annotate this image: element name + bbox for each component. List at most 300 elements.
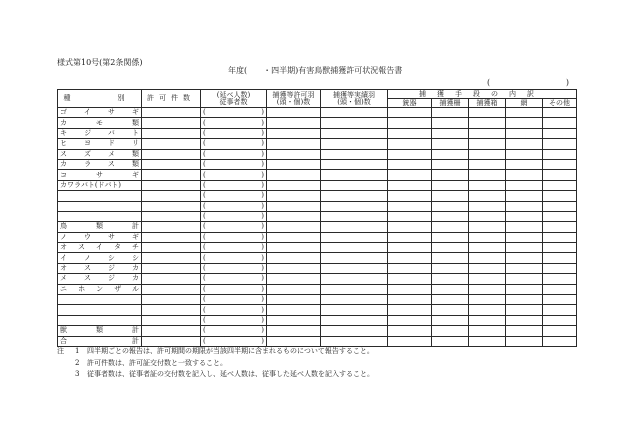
paren-close: )	[261, 201, 264, 210]
paren-close: )	[261, 108, 264, 117]
data-cell[interactable]	[506, 191, 543, 201]
data-cell[interactable]	[506, 159, 543, 169]
data-cell[interactable]	[506, 284, 543, 294]
data-cell[interactable]	[432, 295, 469, 305]
data-cell[interactable]	[432, 191, 469, 201]
workers-cell[interactable]	[201, 149, 267, 159]
data-cell[interactable]	[469, 149, 506, 159]
paren-open: (	[203, 170, 206, 179]
data-cell[interactable]	[543, 336, 577, 346]
data-cell[interactable]	[432, 108, 469, 118]
workers-cell[interactable]	[201, 336, 267, 346]
data-cell[interactable]	[432, 201, 469, 211]
data-cell[interactable]	[388, 274, 432, 284]
workers-cell[interactable]	[201, 284, 267, 294]
note-item	[57, 369, 374, 381]
data-cell[interactable]	[267, 326, 321, 336]
header-workers-line2: 従事者数	[219, 97, 248, 106]
data-cell[interactable]	[267, 243, 321, 253]
data-cell[interactable]	[469, 315, 506, 325]
data-cell[interactable]	[388, 149, 432, 159]
paren-open: (	[203, 295, 206, 304]
data-cell[interactable]	[469, 108, 506, 118]
data-cell[interactable]	[432, 159, 469, 169]
table-row	[58, 149, 577, 159]
data-cell[interactable]	[321, 315, 388, 325]
data-cell[interactable]	[506, 243, 543, 253]
paren-pair	[201, 244, 266, 251]
data-cell[interactable]	[506, 263, 543, 273]
data-cell[interactable]	[469, 201, 506, 211]
data-cell[interactable]	[267, 180, 321, 190]
data-cell[interactable]	[142, 315, 201, 325]
paren-pair	[201, 109, 266, 116]
workers-cell[interactable]	[201, 315, 267, 325]
data-cell[interactable]	[543, 191, 577, 201]
data-cell[interactable]	[321, 232, 388, 242]
row-label: 鳥類計	[58, 222, 142, 232]
data-cell[interactable]	[142, 274, 201, 284]
data-cell[interactable]	[267, 222, 321, 232]
workers-cell[interactable]	[201, 139, 267, 149]
data-cell[interactable]	[469, 180, 506, 190]
data-cell[interactable]	[543, 305, 577, 315]
data-cell[interactable]	[321, 159, 388, 169]
row-label: カワラバト(ドバト)	[58, 180, 142, 190]
data-cell[interactable]	[388, 243, 432, 253]
row-label: コサギ	[58, 170, 142, 180]
data-cell[interactable]	[469, 159, 506, 169]
data-cell[interactable]	[469, 243, 506, 253]
data-cell[interactable]	[321, 211, 388, 221]
data-cell[interactable]	[432, 139, 469, 149]
data-cell[interactable]	[388, 326, 432, 336]
paren-close: )	[261, 222, 264, 231]
data-cell[interactable]	[267, 201, 321, 211]
paren-close: )	[261, 284, 264, 293]
paren-close: )	[565, 78, 569, 87]
workers-cell[interactable]	[201, 191, 267, 201]
paren-open: (	[203, 336, 206, 345]
data-cell[interactable]	[321, 118, 388, 128]
paren-pair	[201, 120, 266, 127]
paren-close: )	[261, 118, 264, 127]
table-row	[58, 243, 577, 253]
data-cell[interactable]	[142, 180, 201, 190]
workers-cell[interactable]	[201, 326, 267, 336]
data-cell[interactable]	[543, 128, 577, 138]
data-cell[interactable]	[543, 159, 577, 169]
row-label: メスジカ	[58, 274, 142, 284]
data-cell[interactable]	[469, 263, 506, 273]
workers-cell[interactable]	[201, 232, 267, 242]
data-cell[interactable]	[506, 305, 543, 315]
data-cell[interactable]	[469, 253, 506, 263]
data-cell[interactable]	[469, 295, 506, 305]
data-cell[interactable]	[142, 149, 201, 159]
data-cell[interactable]	[321, 243, 388, 253]
submitter-paren-box	[487, 78, 569, 87]
data-cell[interactable]	[506, 336, 543, 346]
paren-open: (	[203, 274, 206, 283]
data-cell[interactable]	[321, 201, 388, 211]
note-number: 2	[75, 358, 80, 367]
data-cell[interactable]	[506, 201, 543, 211]
paren-pair	[201, 130, 266, 137]
data-cell[interactable]	[267, 315, 321, 325]
data-cell[interactable]	[506, 326, 543, 336]
paren-close: )	[261, 170, 264, 179]
row-label: キジバト	[58, 128, 142, 138]
data-cell[interactable]	[142, 222, 201, 232]
data-cell[interactable]	[469, 170, 506, 180]
data-cell[interactable]	[506, 232, 543, 242]
row-label: カモ類	[58, 118, 142, 128]
data-cell[interactable]	[388, 295, 432, 305]
data-cell[interactable]	[267, 274, 321, 284]
data-cell[interactable]	[543, 315, 577, 325]
workers-cell[interactable]	[201, 108, 267, 118]
data-cell[interactable]	[469, 191, 506, 201]
data-cell[interactable]	[267, 159, 321, 169]
note-number: 3	[75, 370, 80, 378]
workers-cell[interactable]	[201, 222, 267, 232]
data-cell[interactable]	[432, 263, 469, 273]
data-cell[interactable]	[388, 222, 432, 232]
paren-open: (	[203, 128, 206, 137]
data-cell[interactable]	[469, 211, 506, 221]
paren-pair	[201, 234, 266, 241]
data-cell[interactable]	[388, 180, 432, 190]
paren-close: )	[261, 326, 264, 335]
data-cell[interactable]	[388, 118, 432, 128]
row-label: オスジカ	[58, 263, 142, 273]
data-cell[interactable]	[432, 180, 469, 190]
data-cell[interactable]	[506, 211, 543, 221]
data-cell[interactable]	[267, 211, 321, 221]
workers-cell[interactable]	[201, 118, 267, 128]
data-cell[interactable]	[506, 118, 543, 128]
data-cell[interactable]	[432, 284, 469, 294]
data-cell[interactable]	[543, 180, 577, 190]
notes	[57, 346, 374, 381]
table-row	[58, 211, 577, 221]
data-cell[interactable]	[142, 211, 201, 221]
data-cell[interactable]	[267, 191, 321, 201]
data-cell[interactable]	[142, 253, 201, 263]
table-row	[58, 336, 577, 346]
data-cell[interactable]	[388, 191, 432, 201]
data-cell[interactable]	[543, 170, 577, 180]
workers-cell[interactable]	[201, 128, 267, 138]
table-row	[58, 170, 577, 180]
paren-open: (	[203, 284, 206, 293]
row-label	[58, 295, 142, 305]
data-cell[interactable]	[388, 139, 432, 149]
data-cell[interactable]	[267, 118, 321, 128]
data-cell[interactable]	[321, 274, 388, 284]
data-cell[interactable]	[543, 284, 577, 294]
note-item	[57, 346, 374, 358]
data-cell[interactable]	[321, 222, 388, 232]
data-cell[interactable]	[321, 326, 388, 336]
data-cell[interactable]	[506, 108, 543, 118]
data-cell[interactable]	[388, 263, 432, 273]
data-cell[interactable]	[432, 326, 469, 336]
paren-pair	[201, 307, 266, 314]
paren-close: )	[261, 180, 264, 189]
data-cell[interactable]	[469, 305, 506, 315]
data-cell[interactable]	[469, 284, 506, 294]
data-cell[interactable]	[388, 315, 432, 325]
data-cell[interactable]	[321, 305, 388, 315]
data-cell[interactable]	[267, 139, 321, 149]
data-cell[interactable]	[432, 315, 469, 325]
table-row	[58, 315, 577, 325]
note-number: 1	[75, 347, 80, 355]
row-label: オスイタチ	[58, 243, 142, 253]
data-cell[interactable]	[388, 305, 432, 315]
data-cell[interactable]	[321, 253, 388, 263]
data-cell[interactable]	[432, 222, 469, 232]
data-cell[interactable]	[543, 222, 577, 232]
paren-open: (	[203, 232, 206, 241]
data-cell[interactable]	[142, 118, 201, 128]
row-label	[58, 191, 142, 201]
data-cell[interactable]	[543, 326, 577, 336]
data-cell[interactable]	[543, 149, 577, 159]
workers-cell[interactable]	[201, 274, 267, 284]
data-cell[interactable]	[543, 139, 577, 149]
data-cell[interactable]	[432, 253, 469, 263]
paren-close: )	[261, 149, 264, 158]
row-label: ゴイサギ	[58, 108, 142, 118]
paren-pair	[201, 213, 266, 220]
data-cell[interactable]	[321, 191, 388, 201]
workers-cell[interactable]	[201, 180, 267, 190]
table-row	[58, 274, 577, 284]
workers-cell[interactable]	[201, 159, 267, 169]
data-cell[interactable]	[142, 159, 201, 169]
data-cell[interactable]	[543, 108, 577, 118]
paren-pair	[201, 286, 266, 293]
paren-close: )	[261, 253, 264, 262]
data-cell[interactable]	[388, 211, 432, 221]
data-cell[interactable]	[142, 263, 201, 273]
data-cell[interactable]	[321, 336, 388, 346]
data-cell[interactable]	[432, 243, 469, 253]
data-cell[interactable]	[506, 295, 543, 305]
data-cell[interactable]	[388, 170, 432, 180]
paren-pair	[201, 151, 266, 158]
data-cell[interactable]	[388, 159, 432, 169]
data-cell[interactable]	[388, 128, 432, 138]
row-label: ニホンザル	[58, 284, 142, 294]
data-cell[interactable]	[267, 263, 321, 273]
data-cell[interactable]	[432, 232, 469, 242]
header-capture-permitted	[267, 90, 321, 108]
header-capture-actual-line2: (頭・個)数	[337, 97, 371, 106]
paren-close: )	[261, 232, 264, 241]
data-cell[interactable]	[506, 253, 543, 263]
header-workers-line1: (延べ人数)	[216, 90, 251, 99]
data-cell[interactable]	[267, 305, 321, 315]
header-permits: 許可件数	[142, 90, 201, 108]
data-cell[interactable]	[543, 253, 577, 263]
note-text: 許可件数は、許可証交付数と一致すること。	[87, 358, 227, 367]
data-cell[interactable]	[432, 128, 469, 138]
data-cell[interactable]	[142, 295, 201, 305]
paren-open: (	[203, 201, 206, 210]
data-cell[interactable]	[543, 118, 577, 128]
data-cell[interactable]	[142, 139, 201, 149]
data-cell[interactable]	[432, 118, 469, 128]
workers-cell[interactable]	[201, 170, 267, 180]
paren-pair	[201, 327, 266, 334]
table-row	[58, 232, 577, 242]
data-cell[interactable]	[469, 326, 506, 336]
paren-open: (	[203, 305, 206, 314]
header-capture-permitted-line1: 捕獲等許可羽	[272, 90, 315, 99]
data-cell[interactable]	[432, 274, 469, 284]
data-cell[interactable]	[142, 336, 201, 346]
table-row	[58, 284, 577, 294]
workers-cell[interactable]	[201, 243, 267, 253]
header-method-col: 捕獲柵	[432, 99, 469, 108]
data-cell[interactable]	[267, 336, 321, 346]
data-cell[interactable]	[142, 170, 201, 180]
data-cell[interactable]	[506, 222, 543, 232]
header-method-col: 捕獲箱	[469, 99, 506, 108]
workers-cell[interactable]	[201, 305, 267, 315]
data-cell[interactable]	[142, 284, 201, 294]
workers-cell[interactable]	[201, 211, 267, 221]
data-cell[interactable]	[506, 274, 543, 284]
data-cell[interactable]	[142, 191, 201, 201]
workers-cell[interactable]	[201, 295, 267, 305]
row-label: 獣類計	[58, 326, 142, 336]
data-cell[interactable]	[142, 201, 201, 211]
workers-cell[interactable]	[201, 253, 267, 263]
data-cell[interactable]	[543, 232, 577, 242]
header-capture-actual-line1: 捕獲等実績羽	[333, 90, 375, 99]
row-label: ヒヨドリ	[58, 139, 142, 149]
paren-open: (	[203, 212, 206, 221]
data-cell[interactable]	[321, 149, 388, 159]
data-cell[interactable]	[432, 305, 469, 315]
data-cell[interactable]	[543, 263, 577, 273]
row-label: イノシシ	[58, 253, 142, 263]
data-cell[interactable]	[506, 315, 543, 325]
data-cell[interactable]	[267, 232, 321, 242]
data-cell[interactable]	[321, 139, 388, 149]
paren-close: )	[261, 316, 264, 324]
paren-close: )	[261, 305, 264, 314]
paren-open: (	[203, 222, 206, 231]
workers-cell[interactable]	[201, 263, 267, 273]
data-cell[interactable]	[432, 211, 469, 221]
data-cell[interactable]	[142, 243, 201, 253]
data-cell[interactable]	[543, 274, 577, 284]
data-cell[interactable]	[432, 336, 469, 346]
data-cell[interactable]	[543, 295, 577, 305]
data-cell[interactable]	[506, 170, 543, 180]
data-cell[interactable]	[321, 128, 388, 138]
data-cell[interactable]	[543, 243, 577, 253]
data-cell[interactable]	[469, 336, 506, 346]
data-cell[interactable]	[388, 201, 432, 211]
paren-close: )	[261, 274, 264, 283]
data-cell[interactable]	[469, 139, 506, 149]
paren-close: )	[261, 295, 264, 304]
data-cell[interactable]	[388, 232, 432, 242]
data-cell[interactable]	[267, 170, 321, 180]
data-cell[interactable]	[432, 149, 469, 159]
data-cell[interactable]	[267, 128, 321, 138]
data-cell[interactable]	[388, 108, 432, 118]
table-row	[58, 180, 577, 190]
data-cell[interactable]	[388, 253, 432, 263]
data-cell[interactable]	[543, 211, 577, 221]
data-cell[interactable]	[267, 108, 321, 118]
data-cell[interactable]	[321, 295, 388, 305]
row-label: カラス類	[58, 159, 142, 169]
data-cell[interactable]	[506, 180, 543, 190]
notes-head: 注	[57, 347, 64, 355]
data-cell[interactable]	[506, 149, 543, 159]
data-cell[interactable]	[267, 295, 321, 305]
data-cell[interactable]	[543, 201, 577, 211]
data-cell[interactable]	[432, 170, 469, 180]
data-cell[interactable]	[469, 274, 506, 284]
paren-pair	[201, 203, 266, 210]
paren-close: )	[261, 212, 264, 221]
data-cell[interactable]	[321, 284, 388, 294]
row-label	[58, 211, 142, 221]
paren-open: (	[203, 316, 206, 324]
table-row	[58, 108, 577, 118]
data-cell[interactable]	[321, 170, 388, 180]
data-cell[interactable]	[267, 149, 321, 159]
data-cell[interactable]	[469, 128, 506, 138]
data-cell[interactable]	[142, 128, 201, 138]
data-cell[interactable]	[142, 108, 201, 118]
data-cell[interactable]	[469, 222, 506, 232]
paren-open: (	[203, 108, 206, 117]
data-cell[interactable]	[142, 326, 201, 336]
header-capture-actual	[321, 90, 388, 108]
data-cell[interactable]	[267, 253, 321, 263]
data-cell[interactable]	[388, 336, 432, 346]
data-cell[interactable]	[388, 284, 432, 294]
data-cell[interactable]	[506, 128, 543, 138]
note-text: 従事者数は、従事者証の交付数を記入し、延べ人数は、従事した延べ人数を記入すること。	[87, 370, 374, 378]
data-cell[interactable]	[506, 139, 543, 149]
data-cell[interactable]	[469, 232, 506, 242]
data-cell[interactable]	[142, 305, 201, 315]
paren-pair	[201, 182, 266, 189]
data-cell[interactable]	[469, 118, 506, 128]
data-cell[interactable]	[321, 180, 388, 190]
data-cell[interactable]	[321, 263, 388, 273]
header-workers	[201, 90, 267, 108]
data-cell[interactable]	[267, 284, 321, 294]
data-cell[interactable]	[321, 108, 388, 118]
workers-cell[interactable]	[201, 201, 267, 211]
data-cell[interactable]	[142, 232, 201, 242]
paren-close: )	[261, 191, 264, 200]
table-row	[58, 222, 577, 232]
